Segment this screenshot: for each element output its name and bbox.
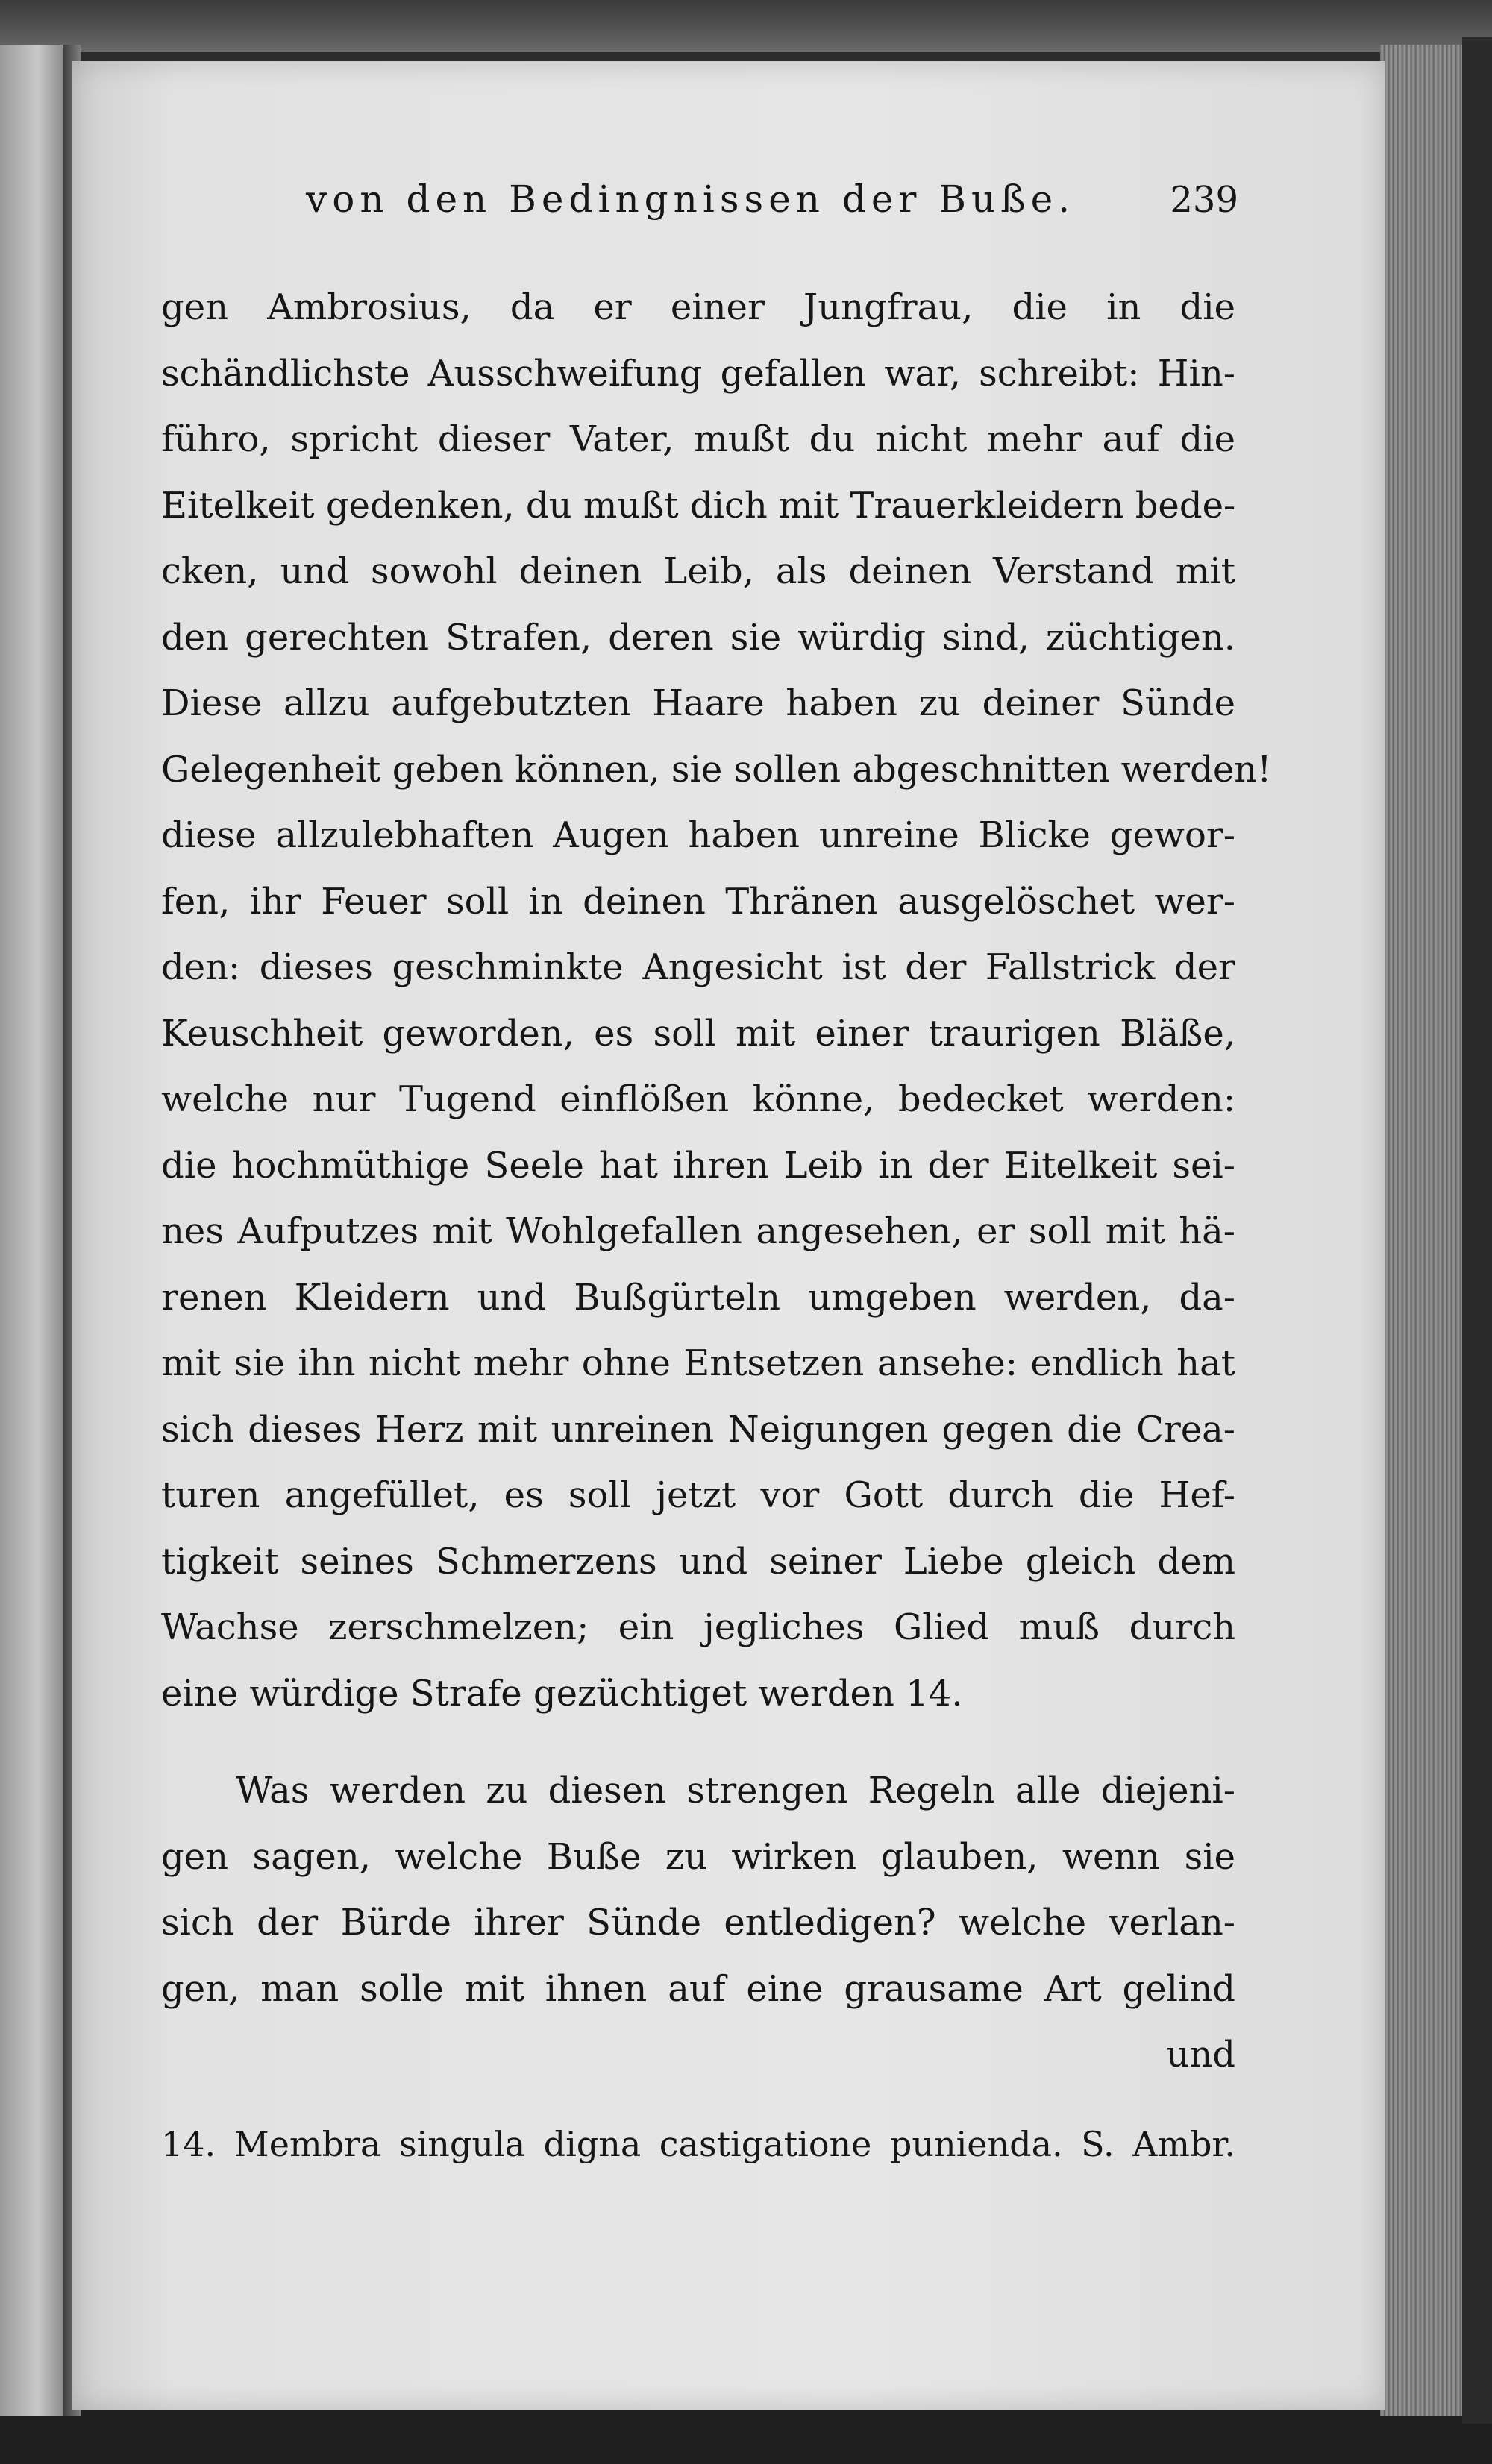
text-line: gen, man solle mit ihnen auf eine grausame Art gelind: [161, 1967, 1235, 2010]
footnote: 14. Membra singula digna castigatione punienda. S. Ambr.: [161, 2124, 1235, 2164]
text-line: nes Aufputzes mit Wohlgefallen angesehen, er soll mit hä-: [161, 1210, 1235, 1252]
text-line: diese allzulebhaften Augen haben unreine Blicke gewor-: [161, 814, 1235, 856]
text-line: fen, ihr Feuer soll in deinen Thränen ausgelöschet wer-: [161, 880, 1235, 923]
text-line: Gelegenheit geben können, sie sollen abgeschnitten werden!: [161, 748, 1272, 791]
text-line: Wachse zerschmelzen; ein jegliches Glied muß durch: [161, 1606, 1235, 1648]
text-line: Diese allzu aufgebutzten Haare haben zu deiner Sünde: [161, 682, 1235, 724]
text-line: den gerechten Strafen, deren sie würdig sind, züchtigen.: [161, 616, 1235, 659]
text-line: tigkeit seines Schmerzens und seiner Liebe gleich dem: [161, 1540, 1235, 1583]
catchword: und: [1166, 2034, 1235, 2075]
running-head: [306, 177, 1238, 230]
top-shadow: [0, 0, 1492, 52]
text-line: turen angefüllet, es soll jetzt vor Gott durch die Hef-: [161, 1474, 1235, 1516]
page-number: 239: [1170, 179, 1238, 221]
text-line: sich der Bürde ihrer Sünde entledigen? welche verlan-: [161, 1902, 1235, 1943]
text-line: den: dieses geschminkte Angesicht ist der Fallstrick der: [161, 946, 1235, 988]
text-line: sich dieses Herz mit unreinen Neigungen gegen die Crea-: [161, 1408, 1235, 1451]
page-edges: [1380, 45, 1470, 2416]
running-head-title: von den Bedingnissen der Buße.: [306, 177, 1076, 221]
text-line: renen Kleidern und Bußgürteln umgeben werden, da-: [161, 1276, 1235, 1319]
paragraph-gap: [161, 1726, 1235, 1758]
book-edge-shadow: [1462, 37, 1492, 2424]
text-line: welche nur Tugend einflößen könne, bedecket werden:: [161, 1078, 1235, 1120]
text-line: eine würdige Strafe gezüchtiget werden 14.: [161, 1672, 963, 1715]
text-line: die hochmüthige Seele hat ihren Leib in der Eitelkeit sei-: [161, 1144, 1235, 1187]
text-line: gen sagen, welche Buße zu wirken glauben, wenn sie: [161, 1835, 1235, 1878]
left-facing-page: [0, 45, 65, 2416]
text-line: mit sie ihn nicht mehr ohne Entsetzen ansehe: endlich hat: [161, 1342, 1235, 1384]
body-text: [161, 274, 1272, 2088]
text-line: Eitelkeit gedenken, du mußt dich mit Trauerkleidern bede-: [161, 484, 1236, 527]
text-line: schändlichste Ausschweifung gefallen war, schreibt: Hin-: [161, 352, 1235, 395]
text-line: führo, spricht dieser Vater, mußt du nicht mehr auf die: [161, 418, 1235, 460]
text-line: Keuschheit geworden, es soll mit einer traurigen Bläße,: [161, 1012, 1235, 1055]
text-line: cken, und sowohl deinen Leib, als deinen Verstand mit: [161, 550, 1235, 592]
text-line: gen Ambrosius, da er einer Jungfrau, die in die: [161, 286, 1235, 328]
text-line: Was werden zu diesen strengen Regeln alle diejeni-: [236, 1770, 1235, 1811]
